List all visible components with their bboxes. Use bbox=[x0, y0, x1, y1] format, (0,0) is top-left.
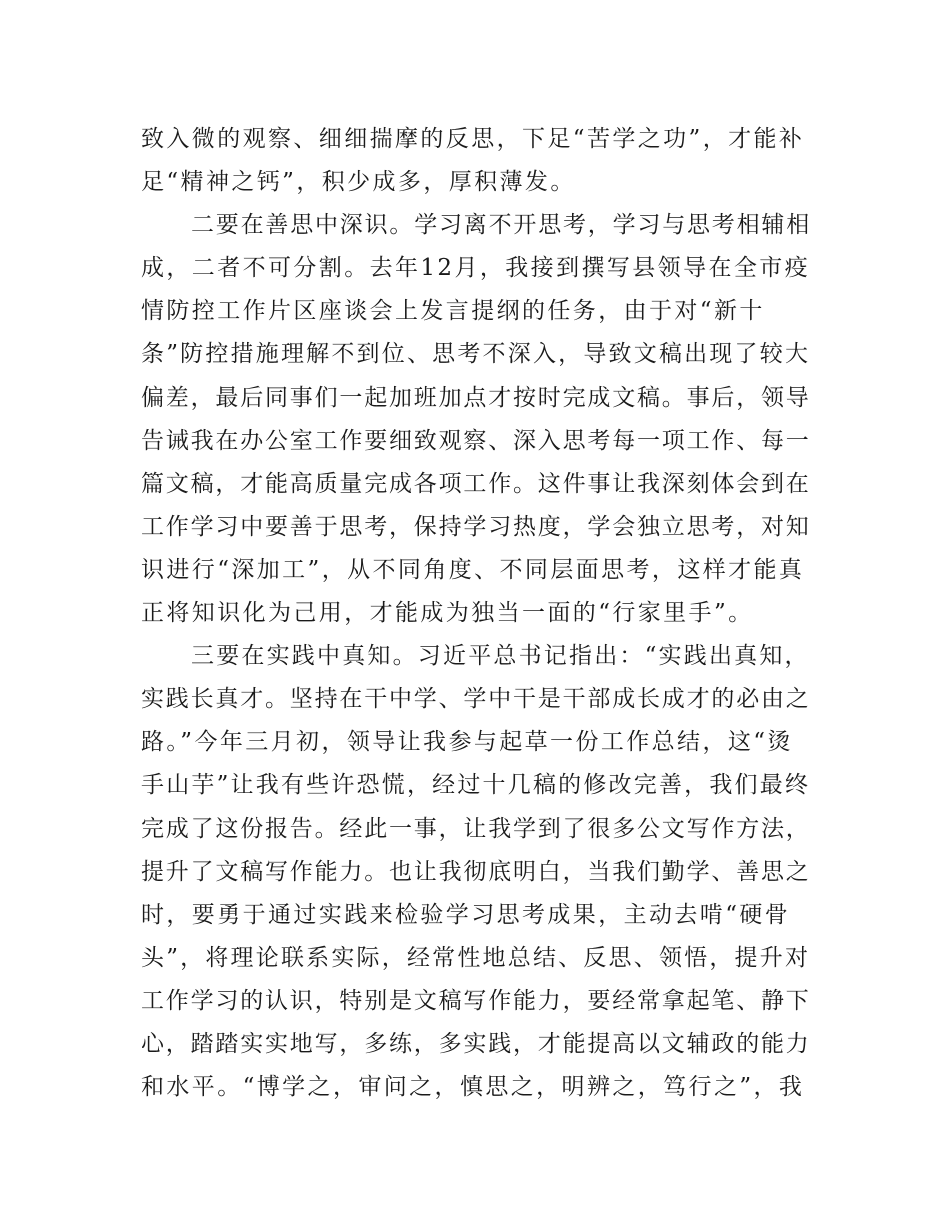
text-line: 偏差，最后同事们一起加班加点才按时完成文稿。事后，领导 bbox=[141, 384, 811, 411]
text-line: 识进行“深加工”，从不同角度、不同层面思考，这样才能真 bbox=[141, 556, 805, 583]
text-line: 成，二者不可分割。去年12月，我接到撰写县领导在全市疫 bbox=[141, 255, 811, 282]
text-line: 提升了文稿写作能力。也让我彻底明白，当我们勤学、善思之 bbox=[141, 858, 811, 885]
paragraph-start-line: 三要在实践中真知。习近平总书记指出：“实践出真知， bbox=[191, 643, 810, 670]
text-line: 篇文稿，才能高质量完成各项工作。这件事让我深刻体会到在 bbox=[141, 470, 811, 497]
paragraph-start-line: 二要在善思中深识。学习离不开思考，学习与思考相辅相 bbox=[191, 212, 811, 239]
text-line: 头”，将理论联系实际，经常性地总结、反思、领悟，提升对 bbox=[141, 944, 811, 971]
text-line: 手山芋”让我有些许恐慌，经过十几稿的修改完善，我们最终 bbox=[141, 772, 811, 799]
text-line: 致入微的观察、细细揣摩的反思，下足“苦学之功”，才能补 bbox=[141, 126, 805, 152]
text-line: 工作学习中要善于思考，保持学习热度，学会独立思考，对知 bbox=[141, 513, 811, 540]
text-line: 路。”今年三月初，领导让我参与起草一份工作总结，这“烫 bbox=[141, 729, 793, 756]
text-line: 情防控工作片区座谈会上发言提纲的任务，由于对“新十 bbox=[141, 298, 765, 325]
text-line: 足“精神之钙”，积少成多，厚积薄发。 bbox=[141, 169, 576, 196]
text-line: 正将知识化为己用，才能成为独当一面的“行家里手”。 bbox=[141, 600, 754, 627]
text-line: 心，踏踏实实地写，多练，多实践，才能提高以文辅政的能力 bbox=[141, 1030, 811, 1057]
text-line: 和水平。“博学之，审问之，慎思之，明辨之，笃行之”，我 bbox=[141, 1074, 805, 1101]
text-line: 条”防控措施理解不到位、思考不深入，导致文稿出现了较大 bbox=[141, 341, 811, 368]
text-line: 实践长真才。坚持在干中学、学中干是干部成长成才的必由之 bbox=[141, 686, 811, 713]
text-line: 完成了这份报告。经此一事，让我学到了很多公文写作方法， bbox=[141, 815, 811, 842]
text-line: 工作学习的认识，特别是文稿写作能力，要经常拿起笔、静下 bbox=[141, 987, 811, 1014]
text-line: 时，要勇于通过实践来检验学习思考成果，主动去啃“硬骨 bbox=[141, 901, 791, 928]
document-body bbox=[141, 118, 813, 1109]
text-line: 告诫我在办公室工作要细致观察、深入思考每一项工作、每一 bbox=[141, 427, 811, 454]
